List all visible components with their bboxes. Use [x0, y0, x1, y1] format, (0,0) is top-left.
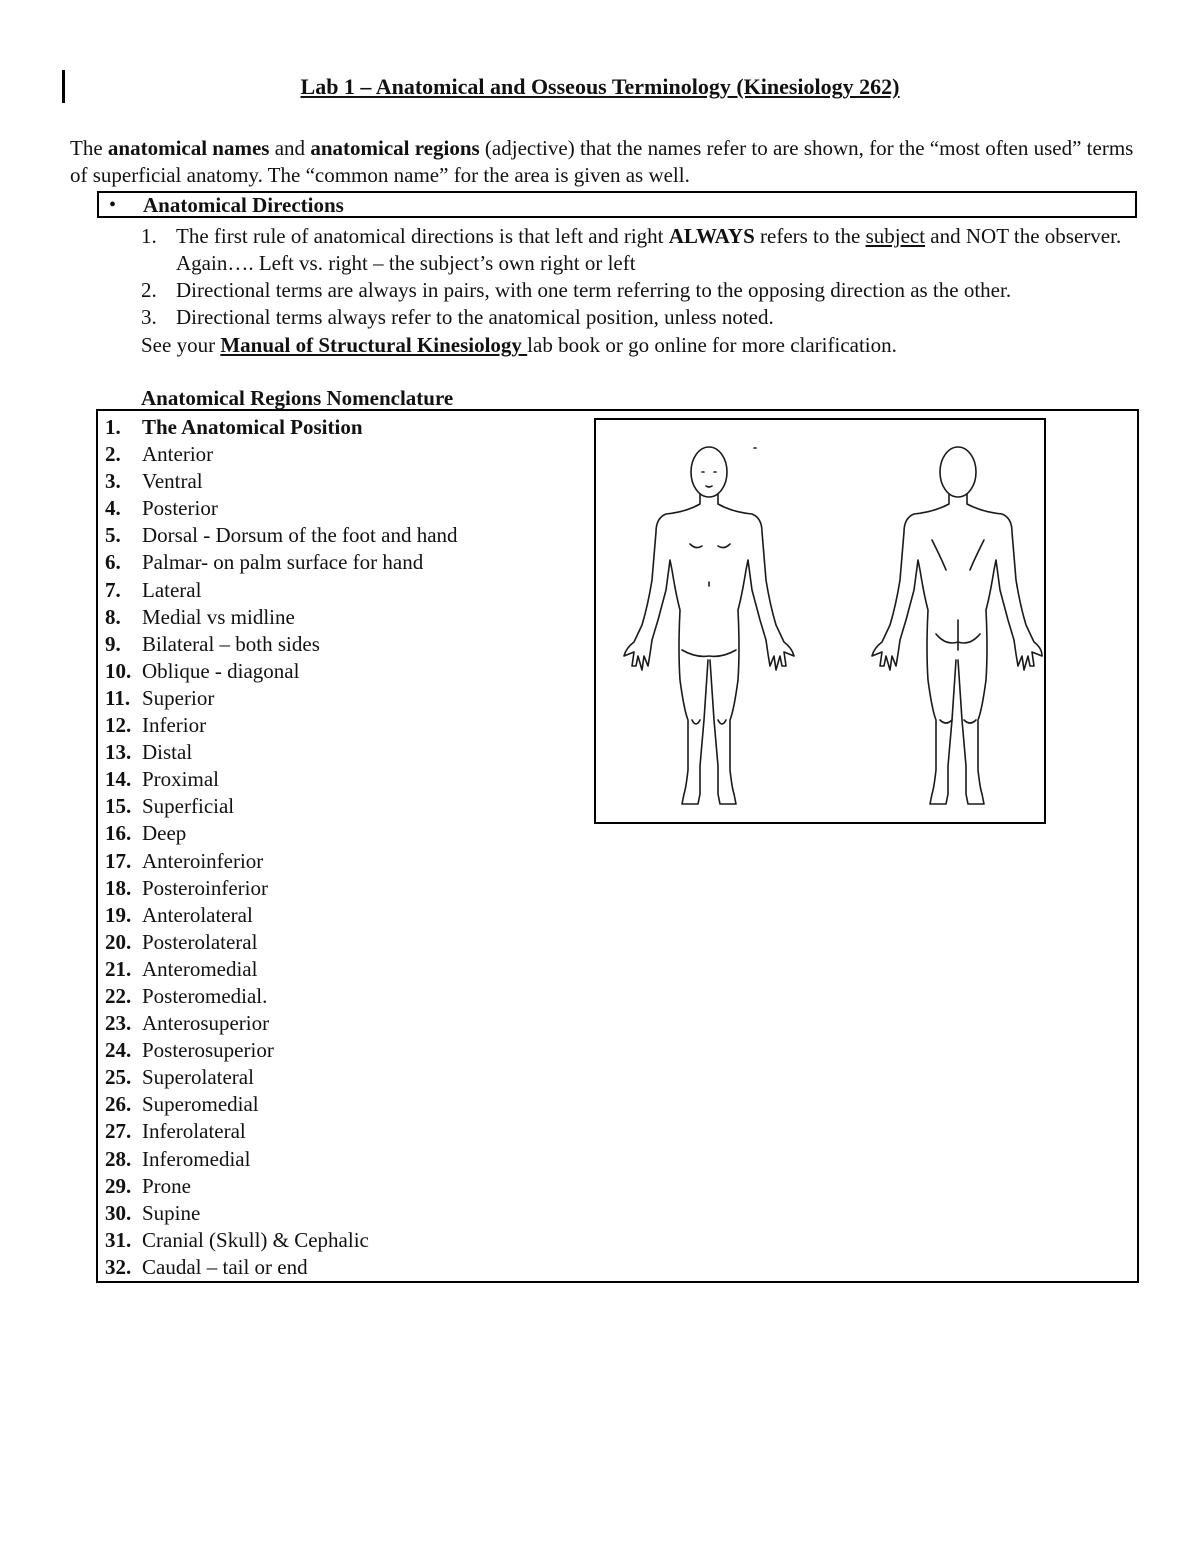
list-item: [105, 820, 458, 847]
list-item-label: Cranial (Skull) & Cephalic: [142, 1227, 369, 1252]
regions-box: [96, 409, 1139, 1283]
list-item: [105, 902, 458, 929]
list-item: [105, 1118, 458, 1145]
list-item-number: 25.: [105, 1065, 132, 1090]
list-item-number: 13.: [105, 740, 132, 765]
list-item-number: 28.: [105, 1146, 132, 1171]
list-item-label: Superolateral: [142, 1065, 254, 1090]
list-item-number: 30.: [105, 1200, 132, 1225]
list-item-number: 5.: [105, 523, 121, 548]
list-item: [105, 983, 458, 1010]
list-item-number: 22.: [105, 983, 132, 1008]
subject-underlined: subject: [865, 224, 926, 248]
bullet-icon: •: [109, 194, 117, 216]
list-item: [105, 414, 458, 441]
list-item: [105, 468, 458, 495]
list-item: [105, 875, 458, 902]
list-item: [105, 658, 458, 685]
list-item-label: Medial vs midline: [142, 604, 295, 629]
list-item-number: 26.: [105, 1092, 132, 1117]
list-item-label: Distal: [142, 740, 193, 765]
list-item-label: Deep: [142, 821, 187, 846]
regions-heading: Anatomical Regions Nomenclature: [141, 386, 454, 410]
list-item-label: Superior: [142, 685, 215, 710]
list-item-number: 10.: [105, 658, 132, 683]
directions-heading-box: [97, 191, 1137, 218]
direction-item-1: 1. The first rule of anatomical directions is that left and right ALWAYS refers to the subject and NOT the observer. Again…. Left vs. right – the subject’s own right or left: [141, 224, 1122, 275]
regions-term-list: [105, 414, 458, 1281]
list-item: [105, 522, 458, 549]
anatomical-position-figure: [594, 418, 1046, 824]
list-item-number: 20.: [105, 929, 132, 954]
intro-bold-names: anatomical names: [107, 136, 270, 160]
list-item-number: 24.: [105, 1038, 132, 1063]
list-item: [105, 739, 458, 766]
list-item-label: Posteroinferior: [142, 875, 268, 900]
list-item-number: 14.: [105, 767, 132, 792]
list-item-label: Inferolateral: [142, 1119, 246, 1144]
list-item: [105, 577, 458, 604]
body-outlines-illustration: [596, 420, 1044, 822]
list-item: [105, 1146, 458, 1173]
list-item-number: 32.: [105, 1254, 132, 1279]
list-item-label: Anterior: [142, 442, 214, 467]
list-item-label: Superomedial: [142, 1092, 259, 1117]
list-item-label: Posterolateral: [142, 929, 258, 954]
list-item-label: The Anatomical Position: [142, 415, 363, 439]
list-item: [105, 1091, 458, 1118]
list-item: [105, 1173, 458, 1200]
list-item-label: Dorsal - Dorsum of the foot and hand: [142, 523, 458, 548]
list-item-label: Anteromedial: [142, 956, 258, 981]
list-item: [105, 929, 458, 956]
list-item-label: Inferomedial: [142, 1146, 251, 1171]
list-item-number: 18.: [105, 875, 132, 900]
directions-list: [141, 223, 1131, 359]
list-item-label: Posterosuperior: [142, 1038, 274, 1063]
list-item: [105, 1010, 458, 1037]
list-item: [105, 956, 458, 983]
posterior-body-outline: [872, 447, 1042, 804]
list-item-label: Palmar- on palm surface for hand: [142, 550, 424, 575]
list-item-label: Prone: [142, 1173, 191, 1198]
intro-paragraph: The anatomical names and anatomical regions (adjective) that the names refer to are shown, for the “most often used” terms of superficial anatomy. The “common name” for the area is given as well.: [70, 136, 1134, 187]
list-item: [105, 1037, 458, 1064]
list-item-number: 21.: [105, 956, 132, 981]
list-item-number: 17.: [105, 848, 132, 873]
list-item-number: 19.: [105, 902, 132, 927]
directions-heading: Anatomical Directions: [143, 193, 344, 217]
list-item: [105, 685, 458, 712]
list-item-number: 16.: [105, 821, 132, 846]
list-item: [105, 1254, 458, 1281]
list-item-number: 12.: [105, 713, 132, 738]
list-item-label: Inferior: [142, 713, 207, 738]
see-manual-line: See your Manual of Structural Kinesiology lab book or go online for more clarification.: [141, 333, 897, 357]
direction-item-3: 3. Directional terms always refer to the anatomical position, unless noted.: [141, 305, 774, 329]
list-item-number: 6.: [105, 550, 121, 575]
list-item-label: Posteromedial.: [142, 983, 268, 1008]
page-title: Lab 1 – Anatomical and Osseous Terminology (Kinesiology 262): [300, 74, 900, 99]
list-item: [105, 793, 458, 820]
direction-item-2: 2. Directional terms are always in pairs, with one term referring to the opposing direction as the other.: [141, 278, 1012, 302]
list-item-number: 29.: [105, 1173, 132, 1198]
list-item: [105, 604, 458, 631]
list-item-label: Proximal: [142, 767, 219, 792]
list-item-label: Caudal – tail or end: [142, 1254, 308, 1279]
intro-bold-regions: anatomical regions: [310, 136, 480, 160]
list-item-label: Ventral: [142, 469, 203, 494]
list-item-label: Anterosuperior: [142, 1011, 270, 1036]
list-item: [105, 1064, 458, 1091]
list-item: [105, 848, 458, 875]
list-item-number: 2.: [105, 442, 121, 467]
list-item: [105, 766, 458, 793]
list-item-number: 31.: [105, 1227, 132, 1252]
list-item-number: 3.: [105, 469, 121, 494]
list-item-label: Posterior: [142, 496, 218, 521]
list-item-number: 8.: [105, 604, 121, 629]
list-item-number: 4.: [105, 496, 121, 521]
list-item: [105, 441, 458, 468]
list-item: [105, 495, 458, 522]
list-item-number: 1.: [105, 415, 121, 439]
list-item-label: Superficial: [142, 794, 235, 819]
list-item-number: 15.: [105, 794, 132, 819]
list-item-number: 7.: [105, 577, 121, 602]
list-item-label: Lateral: [142, 577, 202, 602]
list-item: [105, 631, 458, 658]
list-item: [105, 712, 458, 739]
list-item-number: 9.: [105, 631, 121, 656]
manual-title: Manual of Structural Kinesiology: [220, 333, 528, 357]
list-item-label: Anteroinferior: [142, 848, 264, 873]
list-item-number: 27.: [105, 1119, 132, 1144]
list-item-label: Anterolateral: [142, 902, 253, 927]
list-item-label: Oblique - diagonal: [142, 658, 300, 683]
list-item: [105, 1227, 458, 1254]
list-item-label: Supine: [142, 1200, 201, 1225]
list-item-number: 23.: [105, 1011, 132, 1036]
list-item: [105, 1200, 458, 1227]
list-item-label: Bilateral – both sides: [142, 631, 320, 656]
anterior-body-outline: [624, 447, 794, 804]
list-item: [105, 549, 458, 576]
list-item-number: 11.: [105, 685, 131, 710]
